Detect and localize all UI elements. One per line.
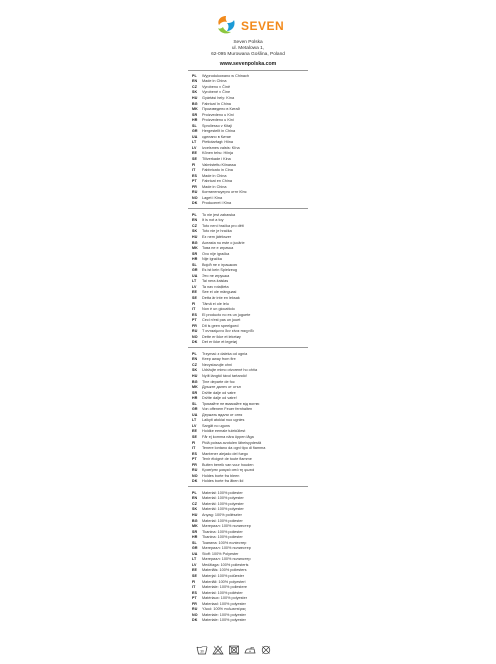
language-code: EN — [192, 496, 198, 501]
language-code: BG — [192, 101, 198, 106]
translation-text: Wyprodukowano w Chinach — [202, 73, 250, 78]
language-code: UA — [192, 134, 198, 139]
language-code: BG — [192, 518, 198, 523]
translation-text: Nije igračka — [202, 257, 222, 262]
language-code: FR — [192, 323, 197, 328]
language-code: HR — [192, 535, 198, 540]
translation-text: Materiāls: 100% poliesters — [202, 568, 247, 573]
washing-30-icon — [196, 642, 208, 652]
language-code: DK — [192, 618, 198, 623]
language-code: NO — [192, 612, 198, 617]
language-code: GR — [192, 129, 198, 134]
language-code: IT — [192, 446, 196, 451]
translation-text: It is not a toy — [202, 218, 224, 223]
fire-warning-section — [192, 351, 312, 484]
translation-text: Это не игрушка — [202, 273, 230, 278]
language-code: HR — [192, 396, 198, 401]
made-in-section — [192, 73, 312, 206]
language-code: EE — [192, 568, 197, 573]
language-code: EE — [192, 429, 197, 434]
language-code: PL — [192, 212, 197, 217]
translation-text: Holdes borte fra åben ild — [202, 479, 244, 484]
language-code: PL — [192, 490, 197, 495]
language-code: SK — [192, 229, 198, 234]
language-code: PT — [192, 596, 197, 601]
brand-swirl-icon — [214, 14, 238, 36]
language-code: ES — [192, 451, 197, 456]
language-code: DK — [192, 340, 198, 345]
translation-text: Tenere lontano da ogni tipo di fiamma — [202, 446, 266, 451]
translation-text: Materiał: 100% poliester — [202, 490, 243, 495]
translation-text: Tämä ei ole lelu — [202, 301, 229, 306]
svg-text:30: 30 — [200, 649, 204, 654]
divider — [188, 208, 308, 209]
language-code: LT — [192, 279, 197, 284]
translation-text: El producto no es un juguete — [202, 312, 251, 317]
language-code: CZ — [192, 362, 197, 367]
translation-text: Pidä poissa avotulen läheisyydestä — [202, 440, 262, 445]
translation-text: Tillverkade i Kina — [202, 156, 231, 161]
translation-text: Τ αντικείμενο δεν είναι παιχνίδι — [202, 329, 254, 334]
language-code: FI — [192, 440, 196, 445]
language-code: ES — [192, 173, 197, 178]
translation-text: Материал: 100% полиэстер — [202, 557, 251, 562]
language-code: NO — [192, 334, 198, 339]
language-code: GR — [192, 546, 198, 551]
translation-text: Material: 100% poliester — [202, 518, 243, 523]
translation-text: Detta är inte en leksak — [202, 295, 240, 300]
translation-text: Buiten bereik van vuur houden — [202, 462, 254, 467]
address-line-2: ul. Metalowa 1, — [231, 46, 265, 52]
language-code: FI — [192, 301, 196, 306]
language-code: SK — [192, 368, 198, 373]
language-code: PL — [192, 73, 197, 78]
translation-text: Nyílt lángtól távol tartandó! — [202, 373, 247, 378]
language-code: CZ — [192, 84, 197, 89]
language-code: EN — [192, 218, 198, 223]
translation-text: Произведено в Китай — [202, 107, 240, 112]
translation-text: Fabbricato in Cina — [202, 168, 233, 173]
translation-text: Sproliesso v Kitaji — [202, 123, 232, 128]
translation-text: Υλικό: 100% πολυεστέρας — [202, 607, 247, 612]
translation-text: Det er ikke et legetøj — [202, 340, 237, 345]
language-code: SR — [192, 390, 198, 395]
language-code: LT — [192, 557, 197, 562]
language-code: HR — [192, 257, 198, 262]
no-dry-clean-icon — [260, 642, 272, 652]
translation-text: Valmistettu Kiinassa — [202, 162, 236, 167]
language-code: MK — [192, 524, 198, 529]
translation-text: Gyártási hely: Kína — [202, 95, 235, 100]
language-code: SR — [192, 529, 198, 534]
language-code: FR — [192, 462, 197, 467]
language-code: DK — [192, 479, 198, 484]
language-code: PT — [192, 457, 197, 462]
translation-text: Made in China — [202, 79, 227, 84]
translation-text: Mantener alejado del fuego — [202, 451, 249, 456]
website-url: www.sevenpolska.com — [219, 60, 277, 67]
language-code: SE — [192, 573, 197, 578]
translation-text: Proizvedeno u Kini — [202, 112, 234, 117]
language-code: SL — [192, 123, 197, 128]
divider — [188, 486, 308, 487]
translation-text: Материал: 100% полиестер — [202, 546, 251, 551]
language-code: FI — [192, 162, 196, 167]
language-code: SE — [192, 156, 197, 161]
translation-text: Toto není hračka pro děti — [202, 223, 244, 228]
translation-text: Es ist kein Spielzeug — [202, 268, 238, 273]
iron-low-icon — [244, 642, 256, 652]
translation-text: сделано в Китае — [202, 134, 232, 139]
language-code: RU — [192, 468, 198, 473]
translation-text: Produceret i Kina — [202, 201, 232, 206]
translation-text: Това не е играчка — [202, 246, 234, 251]
language-code: LV — [192, 562, 197, 567]
language-code: FI — [192, 579, 196, 584]
brand-name: SEVEN — [241, 19, 285, 33]
translation-text: Material: 100% poliéster — [202, 590, 243, 595]
translation-text: Материал: 100% полиестер — [202, 524, 251, 529]
translation-text: Pietiotarfagt: Hiina — [202, 140, 234, 145]
language-code: SL — [192, 401, 197, 406]
language-code: LV — [192, 423, 197, 428]
language-code: SE — [192, 434, 197, 439]
language-code: HU — [192, 373, 198, 378]
language-code: MK — [192, 246, 198, 251]
language-code: MK — [192, 385, 198, 390]
language-code: SE — [192, 295, 197, 300]
translation-text: Stoff: 100% Polyester — [202, 551, 239, 556]
translation-text: See ei ole mänguasi — [202, 290, 237, 295]
translation-text: Materiale: 100% polyester — [202, 618, 246, 623]
language-code: LV — [192, 145, 197, 150]
translation-text: Matériaux: 100% polyester — [202, 596, 247, 601]
language-code: UA — [192, 551, 198, 556]
language-code: GR — [192, 268, 198, 273]
language-code: NO — [192, 473, 198, 478]
language-code: PT — [192, 318, 197, 323]
product-label — [174, 4, 322, 658]
language-code: IT — [192, 168, 196, 173]
translation-text: Тримайте не вмикайте від вогню — [202, 401, 260, 406]
language-code: FR — [192, 601, 197, 606]
translation-text: Tai nera žaislas — [202, 279, 229, 284]
translation-text: Vyrobené v Číne — [202, 90, 231, 95]
translation-text: Ez nem játékszer — [202, 234, 232, 239]
language-code: SR — [192, 112, 198, 117]
translation-text: Ta nav rotaļlieta — [202, 284, 229, 289]
language-code: HR — [192, 118, 198, 123]
translation-text: Medžiaga: 100% poliesteris — [202, 562, 249, 567]
language-code: SL — [192, 262, 197, 267]
translation-text: Fabricat în China — [202, 101, 231, 106]
language-code: EN — [192, 79, 198, 84]
translation-text: Κρατήστε μακριά από τη φωτιά — [202, 468, 255, 473]
divider — [188, 347, 308, 348]
not-a-toy-section — [192, 212, 312, 345]
language-code: RU — [192, 329, 198, 334]
language-code: IT — [192, 585, 196, 590]
language-code: PL — [192, 351, 197, 356]
translation-text: Nevystavujte ohni — [202, 362, 232, 367]
translation-text: Materiaal: 100% polyester — [202, 601, 246, 606]
translation-text: Ovo nije igračka — [202, 251, 230, 256]
translation-text: Material: 100% polyester — [202, 496, 244, 501]
label-row — [192, 479, 312, 485]
language-code: LT — [192, 418, 197, 423]
label-row — [192, 340, 312, 346]
translation-text: Udržujte mimo otvorené ho ohňa — [202, 368, 258, 373]
divider — [188, 70, 308, 71]
language-code: MK — [192, 107, 198, 112]
translation-text: Materiale: 100% polyester — [202, 612, 246, 617]
language-code: SK — [192, 507, 198, 512]
language-code: ES — [192, 312, 197, 317]
translation-text: Trzymać z daleka od ognia — [202, 351, 248, 356]
language-code: HU — [192, 95, 198, 100]
language-code: HU — [192, 234, 198, 239]
language-code: NO — [192, 195, 198, 200]
translation-text: Non è un giocattolo — [202, 307, 235, 312]
translation-text: Hoidke eemale tuleküllest — [202, 429, 246, 434]
language-code: CZ — [192, 501, 197, 506]
address-line-1: Seven Polska — [233, 40, 263, 45]
translation-text: Tenir éloigné de toute flamme — [202, 457, 252, 462]
material-section — [192, 490, 312, 623]
language-code: SK — [192, 90, 198, 95]
language-code: EE — [192, 290, 197, 295]
language-code: IT — [192, 307, 196, 312]
translation-text: Izcelsmes valsts: Kīna — [202, 145, 240, 150]
translation-text: Keep away from fire — [202, 357, 236, 362]
no-bleach-icon — [212, 642, 224, 652]
translation-text: Континенсуерго отнг Кїнс — [202, 190, 247, 195]
translation-text: Дръжте далеч от огън — [202, 385, 241, 390]
translation-text: Made in China — [202, 173, 227, 178]
translation-text: Materjal: 100% polüester — [202, 573, 244, 578]
translation-text: Tkanina: 100% poliester — [202, 535, 243, 540]
translation-text: Materiál: 100% polyester — [202, 507, 244, 512]
language-code: CZ — [192, 223, 197, 228]
translation-text: Držite dalje od vatre — [202, 390, 236, 395]
translation-text: Materiál: 100% polyester — [202, 501, 244, 506]
language-code: RU — [192, 190, 198, 195]
translation-text: Holdes borte fra bleen — [202, 473, 240, 478]
translation-text: Ține departe de foc — [202, 379, 235, 384]
language-code: GR — [192, 407, 198, 412]
translation-text: Тканина: 100% поліестер — [202, 540, 247, 545]
language-code: ES — [192, 590, 197, 595]
language-code: UA — [192, 273, 198, 278]
brand-logo — [214, 12, 324, 38]
company-address — [174, 40, 322, 67]
language-code: FR — [192, 184, 197, 189]
translation-text: Držite dalje od vatre! — [202, 396, 237, 401]
translation-text: Sargāt no uguns — [202, 423, 230, 428]
language-code: BG — [192, 379, 198, 384]
address-line-3: 62-095 Murowana Goślina, Poland — [211, 52, 285, 58]
translation-text: Von offenem Feuer fernhalten — [202, 407, 253, 412]
translation-text: Aceasta nu este o jucărie — [202, 240, 245, 245]
translation-text: Ceci n'est pas un jouet — [202, 318, 241, 323]
translation-text: Fabricat en China — [202, 179, 232, 184]
translation-text: Proizvedeno u Kini — [202, 118, 234, 123]
translation-text: Dit is geen speelgoed — [202, 323, 239, 328]
language-code: EN — [192, 357, 198, 362]
language-code: PT — [192, 179, 197, 184]
translation-text: Dette er ikke et leketøy — [202, 334, 241, 339]
translation-text: Materiale: 100% poliestere — [202, 585, 247, 590]
translation-text: To nie jest zabawka — [202, 212, 236, 217]
language-code: DK — [192, 201, 198, 206]
translation-text: Vyrobeno v Číně — [202, 84, 231, 89]
label-row — [192, 201, 312, 207]
translation-text: Hergestellt in China — [202, 129, 236, 134]
translation-text: Materiāli: 100% polyesteri — [202, 579, 246, 584]
translation-text: Toto nie je hračka — [202, 229, 232, 234]
language-code: SL — [192, 540, 197, 545]
translation-text: Made in China — [202, 184, 227, 189]
translation-text: Får ej komma nära öppen låga — [202, 434, 254, 439]
language-code: RU — [192, 607, 198, 612]
translation-text: Laget i Kina — [202, 195, 223, 200]
translation-text: Держать вдали от огня — [202, 412, 243, 417]
translation-text: Laikyti atokiai nuo ugnies — [202, 418, 245, 423]
translation-text: Вијоћ не є іграшкою — [202, 262, 238, 267]
language-code: UA — [192, 412, 198, 417]
language-code: LT — [192, 140, 197, 145]
language-code: BG — [192, 240, 198, 245]
translation-text: Kõnen tehu: Hiinja — [202, 151, 234, 156]
language-code: SR — [192, 251, 198, 256]
language-code: LV — [192, 284, 197, 289]
no-tumble-dry-icon — [228, 642, 240, 652]
care-symbols — [196, 642, 272, 652]
translation-text: Tkanina: 100% poliester — [202, 529, 243, 534]
translation-text: Anyag: 100% poliészter — [202, 512, 242, 517]
language-code: HU — [192, 512, 198, 517]
language-code: EE — [192, 151, 197, 156]
label-row — [192, 618, 312, 624]
